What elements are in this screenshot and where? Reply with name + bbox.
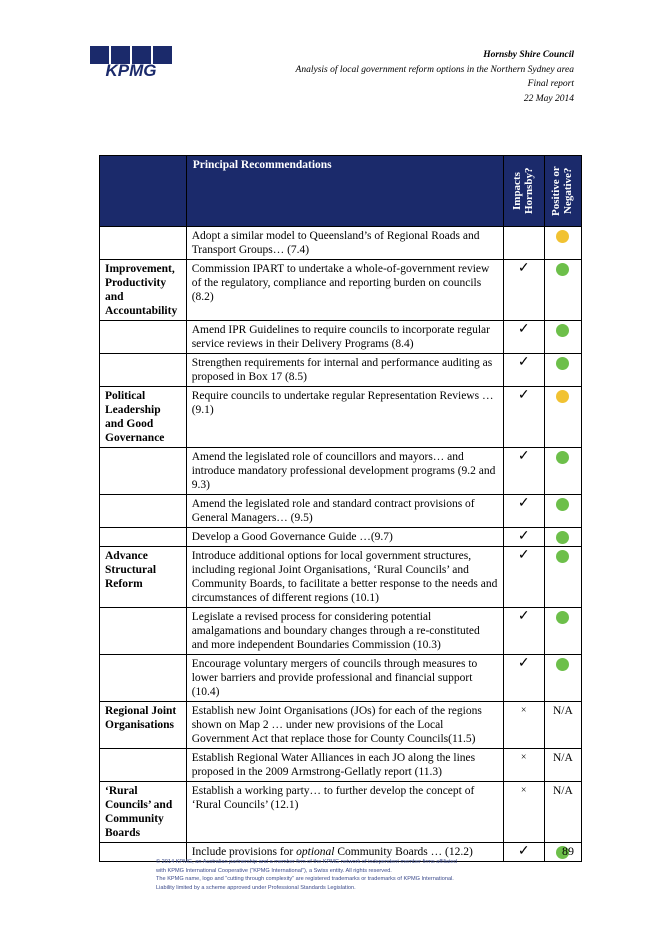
recommendation-cell: Encourage voluntary mergers of councils through measures to lower barriers and provide professional and financial support (10.4) <box>186 655 503 702</box>
table-row <box>100 655 582 702</box>
recommendation-cell: Adopt a similar model to Queensland’s of Regional Roads and Transport Groups… (7.4) <box>186 227 503 260</box>
report-date: 22 May 2014 <box>523 93 574 104</box>
recommendation-cell: Develop a Good Governance Guide …(9.7) <box>186 528 503 547</box>
green-circle-icon <box>556 357 569 370</box>
impacts-cell <box>503 227 544 260</box>
table-row <box>100 608 582 655</box>
amber-circle-icon <box>556 230 569 243</box>
header-positive-cell <box>544 156 581 227</box>
category-cell <box>100 608 187 655</box>
recommendation-cell: Amend IPR Guidelines to require councils to incorporate regular service reviews in their Delivery Programs (8.4) <box>186 321 503 354</box>
check-icon: ✓ <box>503 528 544 547</box>
rating-cell <box>544 547 581 608</box>
table-row <box>100 528 582 547</box>
footer-line: with KPMG International Cooperative (“KPMG International”), a Swiss entity. All rights reserved. <box>156 867 392 874</box>
check-icon: ✓ <box>503 448 544 495</box>
footer-line: Liability limited by a scheme approved under Professional Standards Legislation. <box>156 884 356 891</box>
check-icon: ✓ <box>503 655 544 702</box>
table-row <box>100 495 582 528</box>
category-cell <box>100 528 187 547</box>
rating-cell <box>544 260 581 321</box>
category-cell: Advance Structural Reform <box>100 547 187 608</box>
report-status: Final report <box>527 79 574 89</box>
page-number: 89 <box>562 844 574 858</box>
check-icon: ✓ <box>503 321 544 354</box>
header-positive-negative: Positive or Negative? <box>549 166 574 216</box>
logo-text: KPMG <box>105 61 157 78</box>
footer-line: © 2014 KPMG, an Australian partnership and a member firm of the KPMG network of independent member firms affiliated <box>156 859 457 865</box>
rating-cell <box>544 321 581 354</box>
table-row <box>100 260 582 321</box>
table-row <box>100 749 582 782</box>
rating-cell <box>544 448 581 495</box>
category-cell <box>100 749 187 782</box>
recommendations-table <box>99 155 582 862</box>
header-impacts-hornsby: Impacts Hornsby? <box>510 167 535 215</box>
category-cell <box>100 655 187 702</box>
green-circle-icon <box>556 658 569 671</box>
report-header <box>296 48 574 106</box>
rating-cell <box>544 608 581 655</box>
green-circle-icon <box>556 451 569 464</box>
green-circle-icon <box>556 498 569 511</box>
footer-line: The KPMG name, logo and “cutting through complexity” are registered trademarks or trademarks of KPMG International. <box>156 876 454 883</box>
rating-text: N/A <box>553 705 573 717</box>
green-circle-icon <box>556 550 569 563</box>
recommendation-text-part: Include provisions for <box>191 846 297 858</box>
amber-circle-icon <box>556 390 569 403</box>
recommendation-cell: Strengthen requirements for internal and performance auditing as proposed in Box 17 (8.5) <box>186 354 503 387</box>
rating-cell <box>544 749 581 782</box>
check-icon: ✓ <box>503 547 544 608</box>
recommendation-cell: Amend the legislated role and standard contract provisions of General Managers… (9.5) <box>186 495 503 528</box>
copyright-footer <box>156 858 556 892</box>
category-cell <box>100 448 187 495</box>
green-circle-icon <box>556 263 569 276</box>
rating-cell <box>544 702 581 749</box>
check-icon: ✓ <box>503 354 544 387</box>
kpmg-logo <box>90 46 172 78</box>
rating-cell <box>544 782 581 843</box>
category-cell: Improvement, Productivity and Accountability <box>100 260 187 321</box>
header-category-cell <box>100 156 187 227</box>
recommendation-cell: Introduce additional options for local government structures, including regional Joint Organisations, ‘Rural Councils’ and Community Boards, to facilitate a better response to the needs and circumstances of different regions (10.1) <box>186 547 503 608</box>
category-cell: Regional Joint Organisations <box>100 702 187 749</box>
category-cell: Political Leadership and Good Governance <box>100 387 187 448</box>
rating-text: N/A <box>553 752 573 764</box>
recommendation-cell: Amend the legislated role of councillors and mayors… and introduce mandatory professional development programs (9.2 and 9.3) <box>186 448 503 495</box>
check-icon: ✓ <box>503 843 544 862</box>
rating-cell <box>544 227 581 260</box>
recommendation-cell: Require councils to undertake regular Representation Reviews … (9.1) <box>186 387 503 448</box>
rating-cell <box>544 655 581 702</box>
recommendation-cell: Commission IPART to undertake a whole-of-government review of the regulatory, compliance and reporting burden on councils (8.2) <box>186 260 503 321</box>
category-cell <box>100 354 187 387</box>
table-row <box>100 547 582 608</box>
table-header-row <box>100 156 582 227</box>
recommendation-cell: Establish new Joint Organisations (JOs) for each of the regions shown on Map 2 … under new provisions of the Local Government Act that replace those for County Councils(11.5) <box>186 702 503 749</box>
green-circle-icon <box>556 531 569 544</box>
recommendation-text-part: Community Boards … (12.2) <box>334 846 473 858</box>
table-row <box>100 354 582 387</box>
check-icon: ✓ <box>503 387 544 448</box>
category-cell <box>100 495 187 528</box>
table-row <box>100 448 582 495</box>
category-cell: ‘Rural Councils’ and Community Boards <box>100 782 187 843</box>
council-name: Hornsby Shire Council <box>483 50 574 60</box>
cross-icon: × <box>503 702 544 749</box>
cross-icon: × <box>503 782 544 843</box>
recommendation-cell: Legislate a revised process for considering potential amalgamations and boundary changes through a re-constituted and more independent Boundaries Commission (10.3) <box>186 608 503 655</box>
category-cell <box>100 227 187 260</box>
rating-text: N/A <box>553 785 573 797</box>
check-icon: ✓ <box>503 260 544 321</box>
green-circle-icon <box>556 611 569 624</box>
cross-icon: × <box>503 749 544 782</box>
table-row <box>100 387 582 448</box>
check-icon: ✓ <box>503 495 544 528</box>
rating-cell <box>544 528 581 547</box>
green-circle-icon <box>556 324 569 337</box>
category-cell <box>100 321 187 354</box>
recommendation-text-part: optional <box>296 846 335 858</box>
recommendation-cell: Establish Regional Water Alliances in each JO along the lines proposed in the 2009 Armstrong-Gellatly report (11.3) <box>186 749 503 782</box>
check-icon: ✓ <box>503 608 544 655</box>
table-row <box>100 227 582 260</box>
table-row <box>100 321 582 354</box>
recommendation-cell: Establish a working party… to further develop the concept of ‘Rural Councils’ (12.1) <box>186 782 503 843</box>
rating-cell <box>544 495 581 528</box>
rating-cell <box>544 354 581 387</box>
header-impacts-cell <box>503 156 544 227</box>
table-row <box>100 782 582 843</box>
rating-cell <box>544 387 581 448</box>
report-subtitle: Analysis of local government reform options in the Northern Sydney area <box>295 64 574 75</box>
header-principal-recommendations: Principal Recommendations <box>186 156 503 227</box>
table-row <box>100 702 582 749</box>
